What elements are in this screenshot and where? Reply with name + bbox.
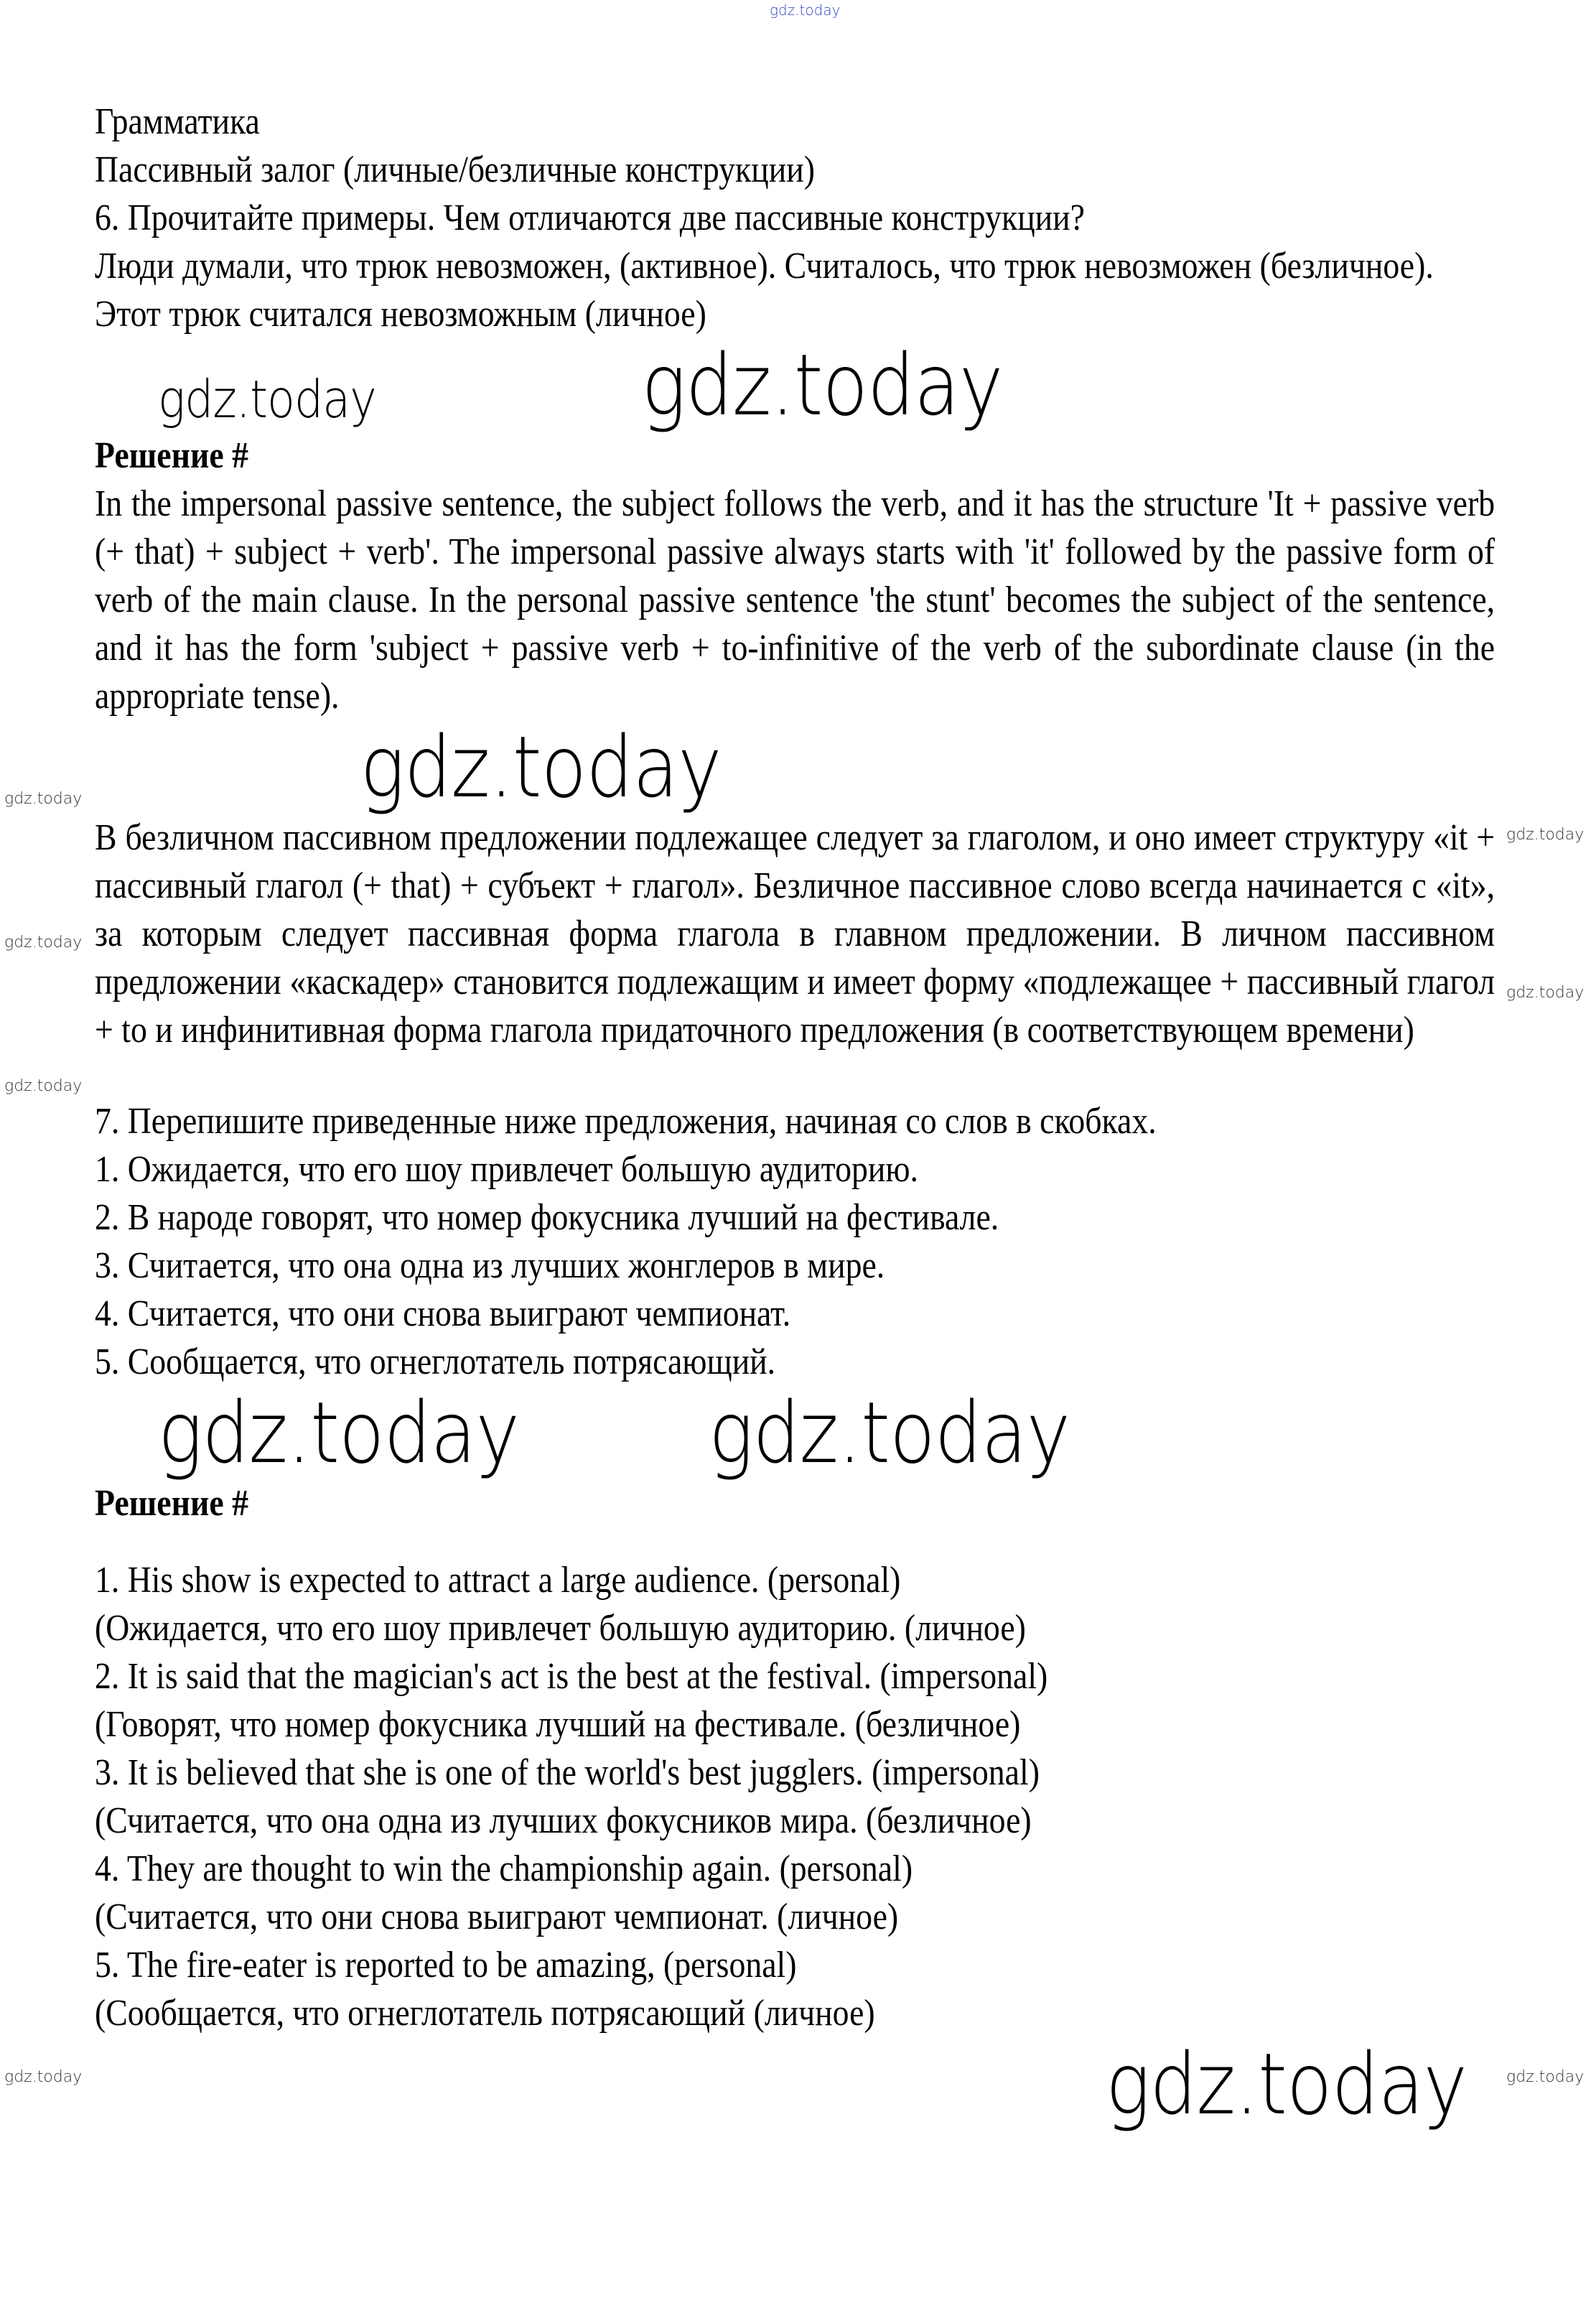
watermark-row [95, 1383, 1495, 1482]
watermark: gdz.today [709, 1383, 1070, 1482]
solution-1-english: In the impersonal passive sentence, the subject follows the verb, and it has the structure 'It + passive verb (+ that) + subject + verb'. The impersonal passive always starts with 'it' followed by the passive form of verb of the main clause. In the personal passive sentence 'the stunt' becomes the subject of the sentence, and it has the form 'subject + passive verb + to-infinitive of the verb of the subordinate clause (in the appropriate tense). [95, 483, 1495, 717]
task-7-item: 4. Считается, что они снова выиграют чемпионат. [95, 1293, 791, 1334]
section-title: Грамматика [95, 101, 260, 142]
document [95, 0, 1495, 2131]
task-7-question: 7. Перепишите приведенные ниже предложения, начиная со слов в скобках. [95, 1101, 1157, 1142]
example-1: Люди думали, что трюк невозможен, (активное). Считалось, что трюк невозможен (безличное). [95, 246, 1434, 287]
watermark: gdz.today [158, 369, 376, 429]
answer-line: 1. His show is expected to attract a large audience. (personal) [95, 1560, 901, 1601]
watermark: gdz.today [1106, 2034, 1467, 2133]
solution-2-answers [95, 1556, 1495, 2037]
task-7-item: 5. Сообщается, что огнеглотатель потрясающий. [95, 1341, 776, 1382]
solution-1-russian: В безличном пассивном предложении подлежащее следует за глаголом, и оно имеет структуру «it + пассивный глагол (+ that) + субъект + глагол». Безличное пассивное слово всегда начинается с «it», за которым следует пассивная форма глагола в главном предложении. В личном пассивном предложении «каскадер» становится подлежащим и имеет форму «подлежащее + пассивный глагол + to и инфинитивная форма глагола придаточного предложения (в соответствующем времени) [95, 817, 1495, 1051]
watermark: gdz.today [158, 1383, 520, 1482]
answer-line: 3. It is believed that she is one of the world's best jugglers. (impersonal) [95, 1752, 1040, 1793]
answer-line: (Сообщается, что огнеглотатель потрясающий (личное) [95, 1993, 875, 2034]
task-7 [95, 1097, 1495, 1386]
answer-line: 4. They are thought to win the championship again. (personal) [95, 1848, 913, 1889]
watermark: gdz.today [1506, 984, 1585, 1002]
watermark: gdz.today [770, 1, 841, 19]
watermark: gdz.today [4, 934, 83, 951]
solution-2-heading: Решение # [95, 1483, 248, 1524]
answer-line: 2. It is said that the magician's act is the best at the festival. (impersonal) [95, 1656, 1048, 1697]
task-6 [95, 98, 1495, 338]
watermark: gdz.today [1506, 2068, 1585, 2086]
task-7-item: 2. В народе говорят, что номер фокусника лучший на фестивале. [95, 1197, 999, 1238]
watermark: gdz.today [1506, 826, 1585, 844]
watermark: gdz.today [360, 717, 722, 816]
task-7-item: 3. Считается, что она одна из лучших жонглеров в мире. [95, 1245, 885, 1286]
watermark: gdz.today [4, 2068, 83, 2086]
watermark-row [95, 2034, 1495, 2133]
watermark: gdz.today [4, 1077, 83, 1095]
answer-line: (Ожидается, что его шоу привлечет большую аудиторию. (личное) [95, 1608, 1026, 1649]
task-6-question: 6. Прочитайте примеры. Чем отличаются две пассивные конструкции? [95, 197, 1085, 238]
answer-line: (Считается, что они снова выиграют чемпионат. (личное) [95, 1897, 899, 1937]
watermark: gdz.today [4, 790, 83, 808]
answer-line: (Считается, что она одна из лучших фокусников мира. (безличное) [95, 1800, 1032, 1841]
watermark-row [95, 335, 1495, 434]
task-7-item: 1. Ожидается, что его шоу привлечет большую аудиторию. [95, 1149, 918, 1190]
answer-line: 5. The fire-eater is reported to be amazing, (personal) [95, 1945, 797, 1986]
watermark-row [95, 717, 1495, 816]
example-2: Этот трюк считался невозможным (личное) [95, 294, 706, 335]
watermark: gdz.today [641, 335, 1003, 434]
answer-line: (Говорят, что номер фокусника лучший на фестивале. (безличное) [95, 1704, 1021, 1745]
topic-title: Пассивный залог (личные/безличные конструкции) [95, 149, 815, 190]
solution-1-heading: Решение # [95, 435, 248, 476]
